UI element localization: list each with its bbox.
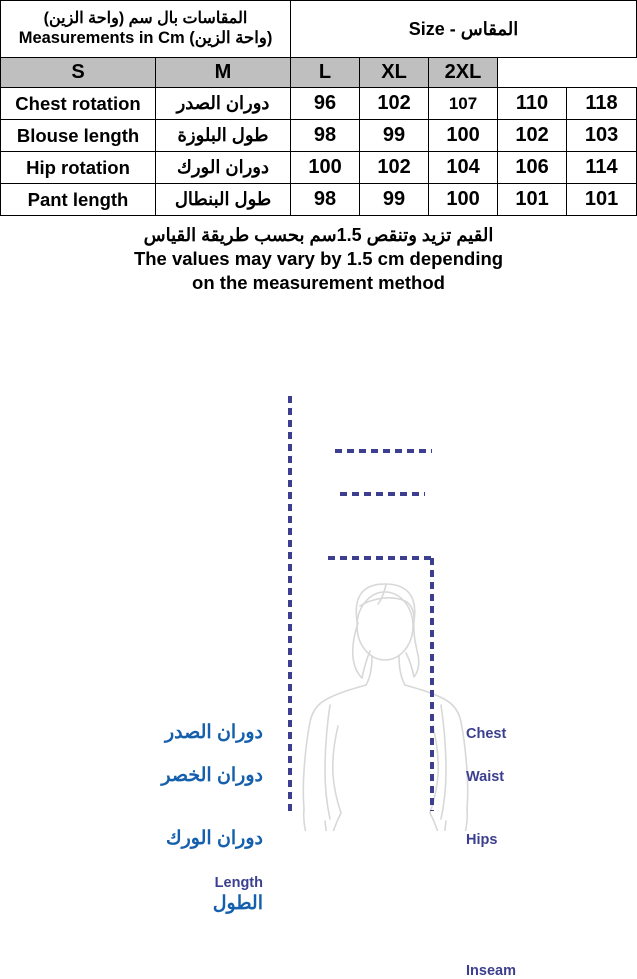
cell-pant-length-xl: 101 — [498, 184, 567, 216]
label-waist-english: Waist — [466, 769, 505, 786]
cell-chest-rotation-s: 96 — [291, 88, 360, 120]
measurement-variance-note — [0, 216, 637, 301]
cell-blouse-length-s: 98 — [291, 120, 360, 152]
measurements-header-arabic: المقاسات بال سم (واحة الزين) — [43, 9, 248, 27]
row-label-en-hip-rotation: Hip rotation — [1, 152, 156, 184]
cell-hip-rotation-2xl: 114 — [567, 152, 637, 184]
label-length-block — [213, 874, 263, 916]
row-label-ar-blouse-length: طول البلوزة — [156, 120, 291, 152]
label-length-arabic: الطول — [212, 893, 263, 915]
row-label-en-blouse-length: Blouse length — [1, 120, 156, 152]
label-chest-english: Chest — [466, 726, 507, 743]
row-label-en-pant-length: Pant length — [1, 184, 156, 216]
cell-pant-length-l: 100 — [429, 184, 498, 216]
size-code-xl: XL — [360, 58, 429, 88]
note-arabic: القيم تزيد وتنقص 1.5سم بحسب طريقة القياس — [143, 225, 494, 245]
measurements-header-english: Measurements in Cm (واحة الزين) — [18, 28, 273, 47]
cell-blouse-length-2xl: 103 — [567, 120, 637, 152]
cell-pant-length-m: 99 — [360, 184, 429, 216]
label-hips-english: Hips — [466, 832, 498, 849]
table-row — [1, 184, 637, 216]
cell-pant-length-s: 98 — [291, 184, 360, 216]
cell-blouse-length-l: 100 — [429, 120, 498, 152]
row-label-ar-pant-length: طول البنطال — [156, 184, 291, 216]
size-code-l: L — [291, 58, 360, 88]
size-code-2xl: 2XL — [429, 58, 498, 88]
cell-chest-rotation-2xl: 118 — [567, 88, 637, 120]
cell-chest-rotation-m: 102 — [360, 88, 429, 120]
note-english-line1: The values may vary by 1.5 cm depending — [133, 248, 504, 270]
cell-chest-rotation-l: 107 — [429, 88, 498, 120]
table-row — [1, 88, 637, 120]
cell-chest-rotation-xl: 110 — [498, 88, 567, 120]
body-figure-svg — [0, 301, 637, 831]
row-label-en-chest-rotation: Chest rotation — [1, 88, 156, 120]
cell-blouse-length-xl: 102 — [498, 120, 567, 152]
label-length-english: Length — [214, 875, 263, 892]
label-hip-rotation-arabic: دوران الورك — [165, 828, 263, 850]
cell-hip-rotation-m: 102 — [360, 152, 429, 184]
label-waist-rotation-arabic: دوران الخصر — [161, 765, 263, 787]
table-header-row-sizes — [1, 58, 637, 88]
cell-hip-rotation-l: 104 — [429, 152, 498, 184]
measurements-header-cell — [1, 1, 291, 58]
cell-blouse-length-m: 99 — [360, 120, 429, 152]
row-label-ar-hip-rotation: دوران الورك — [156, 152, 291, 184]
row-label-ar-chest-rotation: دوران الصدر — [156, 88, 291, 120]
label-inseam-english: Inseam — [466, 963, 516, 979]
size-code-m: M — [156, 58, 291, 88]
label-chest-rotation-arabic: دوران الصدر — [164, 722, 263, 744]
size-header-cell: Size - المقاس — [291, 1, 637, 58]
cell-pant-length-2xl: 101 — [567, 184, 637, 216]
table-row — [1, 120, 637, 152]
body-measurement-diagram — [0, 301, 637, 979]
female-body-outline — [303, 584, 468, 831]
size-code-s: S — [1, 58, 156, 88]
note-english-line2: on the measurement method — [192, 272, 445, 294]
table-header-row-top — [1, 1, 637, 58]
cell-hip-rotation-s: 100 — [291, 152, 360, 184]
cell-hip-rotation-xl: 106 — [498, 152, 567, 184]
size-chart-table — [0, 0, 637, 216]
table-row — [1, 152, 637, 184]
